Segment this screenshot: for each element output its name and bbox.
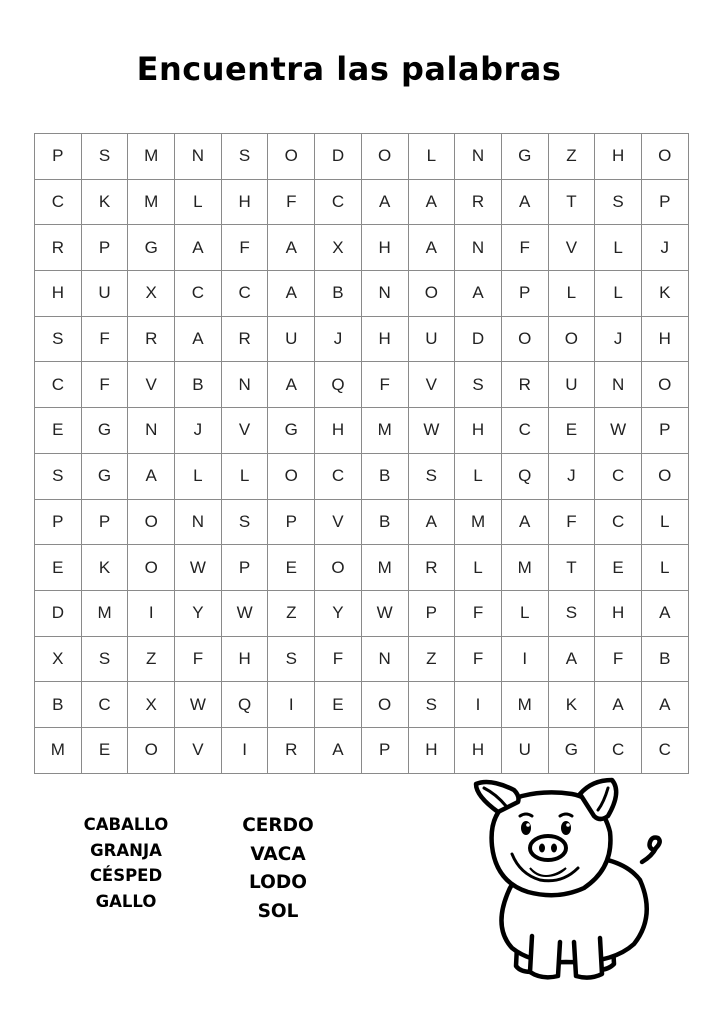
grid-cell[interactable]: B	[35, 682, 82, 728]
grid-cell[interactable]: W	[175, 682, 222, 728]
grid-row	[35, 545, 689, 591]
grid-cell[interactable]: V	[175, 727, 222, 773]
grid-cell[interactable]: E	[268, 545, 315, 591]
grid-cell[interactable]: P	[268, 499, 315, 545]
grid-row	[35, 682, 689, 728]
grid-cell[interactable]: E	[548, 408, 595, 454]
grid-cell[interactable]: L	[548, 271, 595, 317]
grid-cell[interactable]: C	[595, 453, 642, 499]
grid-cell[interactable]: H	[221, 636, 268, 682]
grid-cell[interactable]: T	[548, 545, 595, 591]
grid-cell[interactable]: N	[175, 499, 222, 545]
grid-cell[interactable]: F	[455, 590, 502, 636]
grid-cell[interactable]: R	[35, 225, 82, 271]
grid-cell[interactable]: C	[81, 682, 128, 728]
grid-cell[interactable]: P	[221, 545, 268, 591]
grid-cell[interactable]: O	[641, 453, 688, 499]
grid-cell[interactable]: B	[641, 636, 688, 682]
grid-cell[interactable]: L	[221, 453, 268, 499]
grid-cell[interactable]: H	[408, 727, 455, 773]
grid-cell[interactable]: S	[35, 316, 82, 362]
grid-cell[interactable]: F	[595, 636, 642, 682]
grid-cell[interactable]: L	[455, 545, 502, 591]
grid-cell[interactable]: A	[175, 316, 222, 362]
grid-cell[interactable]: S	[35, 453, 82, 499]
grid-cell[interactable]: F	[81, 362, 128, 408]
grid-cell[interactable]: W	[361, 590, 408, 636]
grid-cell[interactable]: O	[548, 316, 595, 362]
grid-cell[interactable]: J	[315, 316, 362, 362]
grid-cell[interactable]: O	[361, 682, 408, 728]
grid-cell[interactable]: H	[221, 179, 268, 225]
grid-cell[interactable]: B	[361, 453, 408, 499]
grid-cell[interactable]: J	[641, 225, 688, 271]
grid-cell[interactable]: O	[128, 499, 175, 545]
grid-cell[interactable]: Y	[315, 590, 362, 636]
grid-cell[interactable]: E	[35, 408, 82, 454]
grid-cell[interactable]: R	[455, 179, 502, 225]
grid-cell[interactable]: R	[128, 316, 175, 362]
grid-cell[interactable]: B	[361, 499, 408, 545]
grid-cell[interactable]: Z	[128, 636, 175, 682]
grid-cell[interactable]: A	[501, 179, 548, 225]
grid-cell[interactable]: G	[501, 134, 548, 180]
grid-cell[interactable]: H	[595, 134, 642, 180]
grid-cell[interactable]: C	[315, 179, 362, 225]
grid-cell[interactable]: L	[175, 453, 222, 499]
grid-cell[interactable]: N	[175, 134, 222, 180]
grid-cell[interactable]: O	[268, 453, 315, 499]
grid-cell[interactable]: A	[408, 499, 455, 545]
grid-cell[interactable]: U	[81, 271, 128, 317]
grid-cell[interactable]: L	[501, 590, 548, 636]
grid-cell[interactable]: A	[548, 636, 595, 682]
grid-cell[interactable]: G	[548, 727, 595, 773]
grid-cell[interactable]: K	[81, 545, 128, 591]
grid-cell[interactable]: A	[268, 225, 315, 271]
grid-cell[interactable]: G	[268, 408, 315, 454]
grid-cell[interactable]: C	[595, 727, 642, 773]
grid-cell[interactable]: J	[548, 453, 595, 499]
grid-cell[interactable]: M	[361, 408, 408, 454]
grid-cell[interactable]: P	[35, 134, 82, 180]
grid-row	[35, 453, 689, 499]
grid-cell[interactable]: P	[361, 727, 408, 773]
grid-row	[35, 636, 689, 682]
grid-cell[interactable]: U	[548, 362, 595, 408]
grid-cell[interactable]: E	[81, 727, 128, 773]
grid-cell[interactable]: C	[315, 453, 362, 499]
grid-cell[interactable]: S	[408, 453, 455, 499]
grid-cell[interactable]: M	[455, 499, 502, 545]
grid-cell[interactable]: Q	[221, 682, 268, 728]
grid-cell[interactable]: I	[128, 590, 175, 636]
grid-cell[interactable]: D	[315, 134, 362, 180]
grid-cell[interactable]: F	[268, 179, 315, 225]
grid-cell[interactable]: P	[35, 499, 82, 545]
grid-cell[interactable]: I	[501, 636, 548, 682]
grid-cell[interactable]: L	[408, 134, 455, 180]
grid-cell[interactable]: P	[641, 179, 688, 225]
grid-cell[interactable]: G	[81, 408, 128, 454]
grid-cell[interactable]: V	[408, 362, 455, 408]
grid-cell[interactable]: X	[315, 225, 362, 271]
grid-cell[interactable]: D	[35, 590, 82, 636]
grid-cell[interactable]: J	[595, 316, 642, 362]
grid-cell[interactable]: C	[641, 727, 688, 773]
grid-cell[interactable]: S	[221, 499, 268, 545]
grid-cell[interactable]: H	[361, 316, 408, 362]
grid-cell[interactable]: E	[315, 682, 362, 728]
grid-cell[interactable]: S	[268, 636, 315, 682]
grid-cell[interactable]: S	[548, 590, 595, 636]
grid-cell[interactable]: F	[175, 636, 222, 682]
grid-cell[interactable]: E	[35, 545, 82, 591]
grid-cell[interactable]: Z	[408, 636, 455, 682]
grid-cell[interactable]: U	[268, 316, 315, 362]
grid-cell[interactable]: H	[361, 225, 408, 271]
grid-cell[interactable]: A	[595, 682, 642, 728]
grid-cell[interactable]: N	[221, 362, 268, 408]
grid-cell[interactable]: N	[455, 225, 502, 271]
word-item: CÉSPED	[89, 866, 163, 885]
grid-row	[35, 499, 689, 545]
grid-cell[interactable]: N	[361, 636, 408, 682]
grid-cell[interactable]: V	[548, 225, 595, 271]
grid-cell[interactable]: M	[81, 590, 128, 636]
grid-cell[interactable]: Q	[501, 453, 548, 499]
grid-cell[interactable]: F	[455, 636, 502, 682]
grid-cell[interactable]: U	[501, 727, 548, 773]
grid-cell[interactable]: A	[641, 590, 688, 636]
grid-cell[interactable]: A	[501, 499, 548, 545]
grid-cell[interactable]: M	[35, 727, 82, 773]
grid-row	[35, 225, 689, 271]
grid-cell[interactable]: E	[595, 545, 642, 591]
grid-cell[interactable]: M	[501, 682, 548, 728]
grid-cell[interactable]: M	[501, 545, 548, 591]
grid-cell[interactable]: A	[315, 727, 362, 773]
grid-cell[interactable]: X	[35, 636, 82, 682]
word-item: CABALLO	[83, 815, 169, 834]
grid-row	[35, 316, 689, 362]
grid-cell[interactable]: B	[315, 271, 362, 317]
grid-cell[interactable]: X	[128, 682, 175, 728]
grid-cell[interactable]: A	[268, 362, 315, 408]
grid-cell[interactable]: D	[455, 316, 502, 362]
grid-cell[interactable]: M	[128, 179, 175, 225]
grid-row	[35, 408, 689, 454]
page-title: Encuentra las palabras	[136, 50, 562, 88]
word-item: VACA	[250, 843, 306, 865]
grid-cell[interactable]: F	[221, 225, 268, 271]
grid-cell[interactable]: P	[501, 271, 548, 317]
grid-cell[interactable]: V	[315, 499, 362, 545]
grid-cell[interactable]: L	[595, 225, 642, 271]
grid-cell[interactable]: R	[501, 362, 548, 408]
grid-cell[interactable]: W	[175, 545, 222, 591]
grid-cell[interactable]: H	[35, 271, 82, 317]
grid-cell[interactable]: P	[408, 590, 455, 636]
grid-cell[interactable]: K	[548, 682, 595, 728]
word-item: LODO	[249, 872, 307, 893]
grid-cell[interactable]: A	[641, 682, 688, 728]
grid-cell[interactable]: A	[408, 225, 455, 271]
word-item: GALLO	[95, 891, 157, 911]
grid-cell[interactable]: W	[221, 590, 268, 636]
grid-cell[interactable]: F	[361, 362, 408, 408]
grid-cell[interactable]: N	[595, 362, 642, 408]
grid-cell[interactable]: P	[641, 408, 688, 454]
grid-cell[interactable]: A	[455, 271, 502, 317]
grid-cell[interactable]: C	[221, 271, 268, 317]
grid-row	[35, 727, 689, 773]
grid-cell[interactable]: A	[361, 179, 408, 225]
grid-cell[interactable]: O	[641, 362, 688, 408]
grid-cell[interactable]: V	[221, 408, 268, 454]
word-item: CERDO	[242, 815, 314, 836]
grid-cell[interactable]: R	[268, 727, 315, 773]
grid-cell[interactable]: W	[595, 408, 642, 454]
grid-cell[interactable]: O	[315, 545, 362, 591]
grid-cell[interactable]: C	[35, 179, 82, 225]
grid-cell[interactable]: O	[128, 545, 175, 591]
grid-cell[interactable]: C	[175, 271, 222, 317]
grid-cell[interactable]: S	[81, 134, 128, 180]
grid-cell[interactable]: H	[315, 408, 362, 454]
grid-cell[interactable]: M	[361, 545, 408, 591]
grid-cell[interactable]: O	[641, 134, 688, 180]
grid-cell[interactable]: S	[221, 134, 268, 180]
grid-cell[interactable]: A	[128, 453, 175, 499]
grid-cell[interactable]: L	[641, 499, 688, 545]
grid-cell[interactable]: A	[175, 225, 222, 271]
grid-cell[interactable]: P	[81, 499, 128, 545]
grid-cell[interactable]: F	[548, 499, 595, 545]
grid-cell[interactable]: L	[641, 545, 688, 591]
grid-cell[interactable]: J	[175, 408, 222, 454]
grid-cell[interactable]: H	[595, 590, 642, 636]
grid-cell[interactable]: C	[35, 362, 82, 408]
grid-cell[interactable]: G	[81, 453, 128, 499]
grid-cell[interactable]: L	[175, 179, 222, 225]
grid-cell[interactable]: K	[641, 271, 688, 317]
grid-cell[interactable]: P	[81, 225, 128, 271]
grid-row	[35, 134, 689, 180]
grid-cell[interactable]: U	[408, 316, 455, 362]
grid-row	[35, 362, 689, 408]
grid-cell[interactable]: A	[268, 271, 315, 317]
grid-cell[interactable]: F	[315, 636, 362, 682]
grid-cell[interactable]: F	[501, 225, 548, 271]
grid-cell[interactable]: H	[455, 408, 502, 454]
grid-cell[interactable]: B	[175, 362, 222, 408]
grid-cell[interactable]: O	[501, 316, 548, 362]
grid-cell[interactable]: X	[128, 271, 175, 317]
grid-cell[interactable]: N	[455, 134, 502, 180]
grid-cell[interactable]: O	[408, 271, 455, 317]
grid-cell[interactable]: Z	[268, 590, 315, 636]
grid-cell[interactable]: Q	[315, 362, 362, 408]
grid-cell[interactable]: A	[408, 179, 455, 225]
word-search-grid[interactable]	[34, 133, 689, 774]
grid-cell[interactable]: R	[408, 545, 455, 591]
grid-cell[interactable]: R	[221, 316, 268, 362]
grid-cell[interactable]: W	[408, 408, 455, 454]
grid-cell[interactable]: N	[128, 408, 175, 454]
grid-cell[interactable]: S	[81, 636, 128, 682]
grid-cell[interactable]: H	[641, 316, 688, 362]
grid-cell[interactable]: Y	[175, 590, 222, 636]
grid-cell[interactable]: Z	[548, 134, 595, 180]
grid-cell[interactable]: C	[595, 499, 642, 545]
grid-cell[interactable]: O	[128, 727, 175, 773]
grid-row	[35, 179, 689, 225]
grid-cell[interactable]: I	[221, 727, 268, 773]
grid-cell[interactable]: I	[268, 682, 315, 728]
grid-cell[interactable]: S	[595, 179, 642, 225]
grid-cell[interactable]: I	[455, 682, 502, 728]
grid-cell[interactable]: N	[361, 271, 408, 317]
grid-cell[interactable]: G	[128, 225, 175, 271]
grid-cell[interactable]: H	[455, 727, 502, 773]
grid-cell[interactable]: S	[408, 682, 455, 728]
word-item: SOL	[257, 900, 299, 922]
grid-row	[35, 590, 689, 636]
grid-cell[interactable]: S	[455, 362, 502, 408]
word-list-right	[220, 812, 336, 926]
grid-cell[interactable]: K	[81, 179, 128, 225]
pig-icon	[462, 776, 676, 982]
grid-cell[interactable]: V	[128, 362, 175, 408]
grid-cell[interactable]: O	[268, 134, 315, 180]
grid-cell[interactable]: O	[361, 134, 408, 180]
grid-cell[interactable]: L	[595, 271, 642, 317]
grid-cell[interactable]: M	[128, 134, 175, 180]
grid-cell[interactable]: L	[455, 453, 502, 499]
grid-cell[interactable]: F	[81, 316, 128, 362]
grid-cell[interactable]: C	[501, 408, 548, 454]
grid-row	[35, 271, 689, 317]
word-list-left	[62, 812, 190, 914]
grid-cell[interactable]: T	[548, 179, 595, 225]
word-item: GRANJA	[90, 840, 162, 860]
